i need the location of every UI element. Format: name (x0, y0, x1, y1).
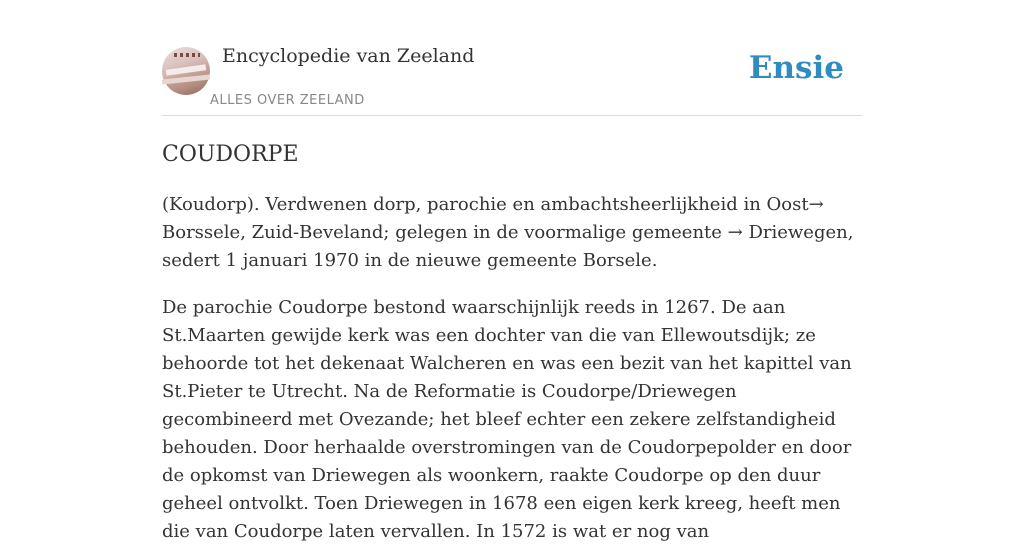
avatar-pattern (174, 53, 200, 57)
brand-logo[interactable]: Ensie (748, 50, 844, 86)
avatar-stripe (166, 64, 206, 76)
avatar-stripe (162, 75, 210, 85)
site-subtitle: ALLES OVER ZEELAND (210, 93, 365, 108)
article (162, 138, 862, 546)
article-title: COUDORPE (162, 142, 299, 167)
article-paragraph: (Koudorp). Verdwenen dorp, parochie en ambachtsheerlijkheid in Oost→ Borssele, Zuid-Beveland; gelegen in de voormalige gemeente → Driewegen, sedert 1 januari 1970 in de nieuwe gemeente Borsele. (162, 194, 854, 271)
article-paragraph: De parochie Coudorpe bestond waarschijnlijk reeds in 1267. De aan St.Maarten gewijde kerk was een dochter van die van Ellewoutsdijk; ze behoorde tot het dekenaat Walcheren en was een bezit van het kapittel van St.Pieter te Utrecht. Na de Reformatie is Coudorpe/Driewegen gecombineerd met Ovezande; het bleef echter een zekere zelfstandigheid behouden. Door herhaalde overstromingen van de Coudorpepolder en door de opkomst van Driewegen als woonkern, raakte Coudorpe op den duur geheel ontvolkt. Toen Driewegen in 1678 een eigen kerk kreeg, heeft men die van Coudorpe laten vervallen. In 1572 is wat er nog van (162, 297, 852, 542)
site-header (162, 40, 862, 116)
site-avatar[interactable] (162, 47, 210, 95)
site-title[interactable]: Encyclopedie van Zeeland (222, 45, 475, 67)
